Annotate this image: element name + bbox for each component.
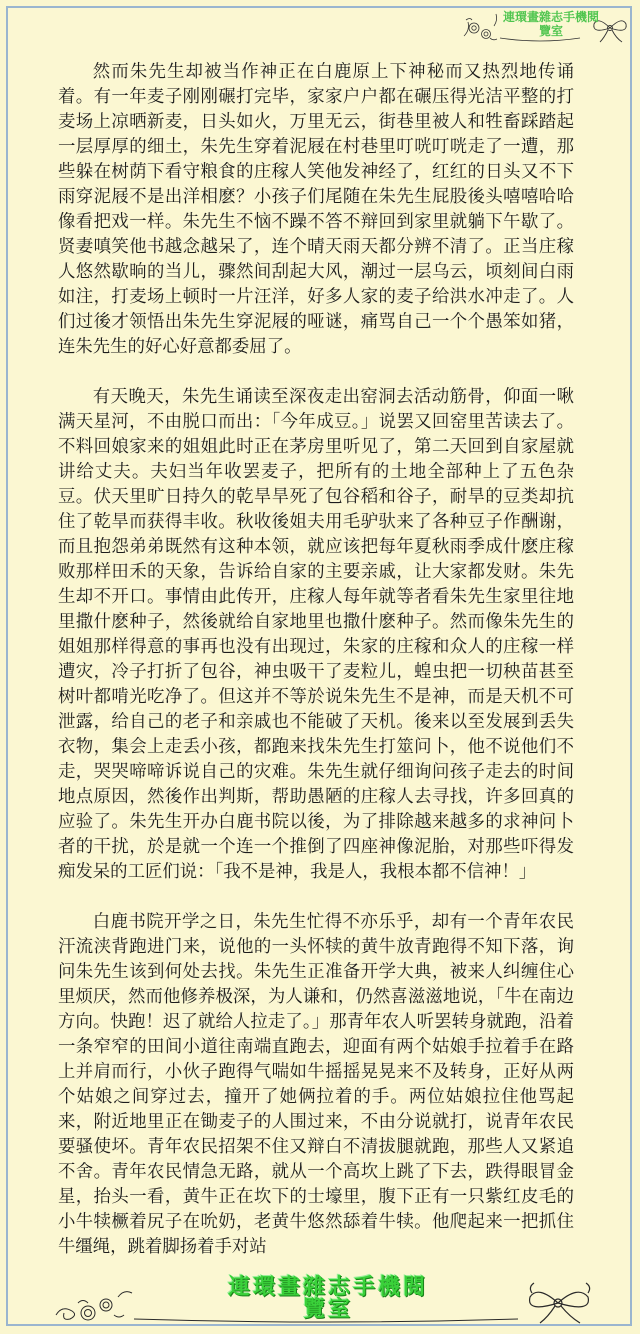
footer-title <box>168 1277 488 1321</box>
article-paragraph: 白鹿书院开学之日，朱先生忙得不亦乐乎，却有一个青年农民汗流浃背跑进门来，说他的一头怀犊的黄牛放青跑得不知下落，询问朱先生该到何处去找。朱先生正准备开学大典，被来人纠缠住心里烦厌，然而他修养极深，为人谦和，仍然喜滋滋地说，「牛在南边方向。快跑！迟了就给人拉走了。」那青年农人听罢转身就跑，沿着一条窄窄的田间小道往南端直跑去，迎面有两个姑娘手拉着手在路上并肩而行，小伙子跑得气喘如牛摇摇晃晃来不及转身，正好从两个姑娘之间穿过去，撞开了她俩拉着的手。两位姑娘拉住他骂起来，附近地里正在锄麦子的人围过来，不由分说就打，说青年农民要骚使坏。青年农民招架不住又辩白不清拔腿就跑，那些人又紧追不舍。青年农民情急无路，就从一个高坎上跳了下去，跌得眼冒金星，抬头一看，黄牛正在坎下的士壕里，腹下正有一只紫红皮毛的小牛犊橛着尻子在吮奶，老黄牛悠然舔着牛犊。他爬起来一把抓住牛缰绳，跳着脚扬着手对站 <box>58 912 574 1257</box>
article-paragraph: 有天晚天，朱先生诵读至深夜走出窑洞去活动筋骨，仰面一啾满天星河，不由脱口而出：「今年成豆。」说罢又回窑里苦读去了。不料回娘家来的姐姐此时正在茅房里听见了，第二天回到自家屋就讲给丈夫。夫妇当年收罢麦子，把所有的土地全部种上了五色杂豆。伏天里旷日持久的乾旱旱死了包谷稻和谷子，耐旱的豆类却抗住了乾旱而获得丰收。秋收後姐夫用毛驴驮来了各种豆子作酬谢，而且抱怨弟弟既然有这种本领，就应该把每年夏秋雨季成什麽庄稼败那样田禾的天象，告诉给自家的主要亲戚，让大家都发财。朱先生却不开口。事情由此传开，庄稼人每年就等者看朱先生家里往地里撒什麽种子，然後就给自家地里也撒什麽种子。然而像朱先生的姐姐那样得意的事再也没有出现过，朱家的庄稼和众人的庄稼一样遭灾，冷子打折了包谷，神虫吸干了麦粒儿，蝗虫把一切秧苗甚至树叶都啃光吃净了。但这并不等於说朱先生不是神，而是天机不可泄露，给自己的老子和亲戚也不能破了天机。後来以至发展到丢失衣物，集会上走丢小孩，都跑来找朱先生打筮问卜，他不说他们不走，哭哭啼啼诉说自己的灾难。朱先生就仔细询问孩子走去的时间地点原因，然後作出判斯，帮助愚陋的庄稼人去寻找，许多回真的应验了。朱先生开办白鹿书院以後，为了排除越来越多的求神问卜者的干扰，於是就一个连一个推倒了四座神像泥胎，对那些吓得发痴发呆的工匠们说：「我不是神，我是人，我根本都不信神！」 <box>58 387 574 882</box>
footer-banner <box>48 1275 608 1327</box>
header-banner <box>460 8 630 46</box>
header-title-line2: 覽室 <box>538 24 563 38</box>
header-title <box>498 10 604 38</box>
article-body <box>58 60 574 1260</box>
footer-title-line2: 覽室 <box>302 1297 353 1322</box>
footer-title-line1: 連環畫雜志手機閱 <box>227 1275 428 1300</box>
header-title-line1: 連環畫雜志手機閱 <box>502 10 599 24</box>
article-paragraph: 然而朱先生却被当作神正在白鹿原上下神秘而又热烈地传诵着。有一年麦子刚刚碾打完毕，家家户户都在碾压得光洁平整的打麦场上凉晒新麦，日头如火，万里无云，街巷里被人和牲畜踩踏起一层厚厚的细土，朱先生穿着泥屐在村巷里叮咣叮咣走了一遭，那些躲在树荫下看守粮食的庄稼人笑他发神经了，红红的日头又不下雨穿泥屐不是出洋相麽？小孩子们尾随在朱先生屁股後头嘻嘻哈哈像看把戏一样。朱先生不恼不躁不答不辩回到家里就躺下午歇了。贤妻嗔笑他书越念越呆了，连个晴天雨天都分辨不清了。正当庄稼人悠然歇晌的当儿，骤然间刮起大风，潮过一层乌云，顷刻间白雨如注，打麦场上顿时一片汪洋，好多人家的麦子给洪水冲走了。人们过後才领悟出朱先生穿泥屐的哑谜，痛骂自己一个个愚笨如猪，连朱先生的好心好意都委屈了。 <box>58 62 574 357</box>
